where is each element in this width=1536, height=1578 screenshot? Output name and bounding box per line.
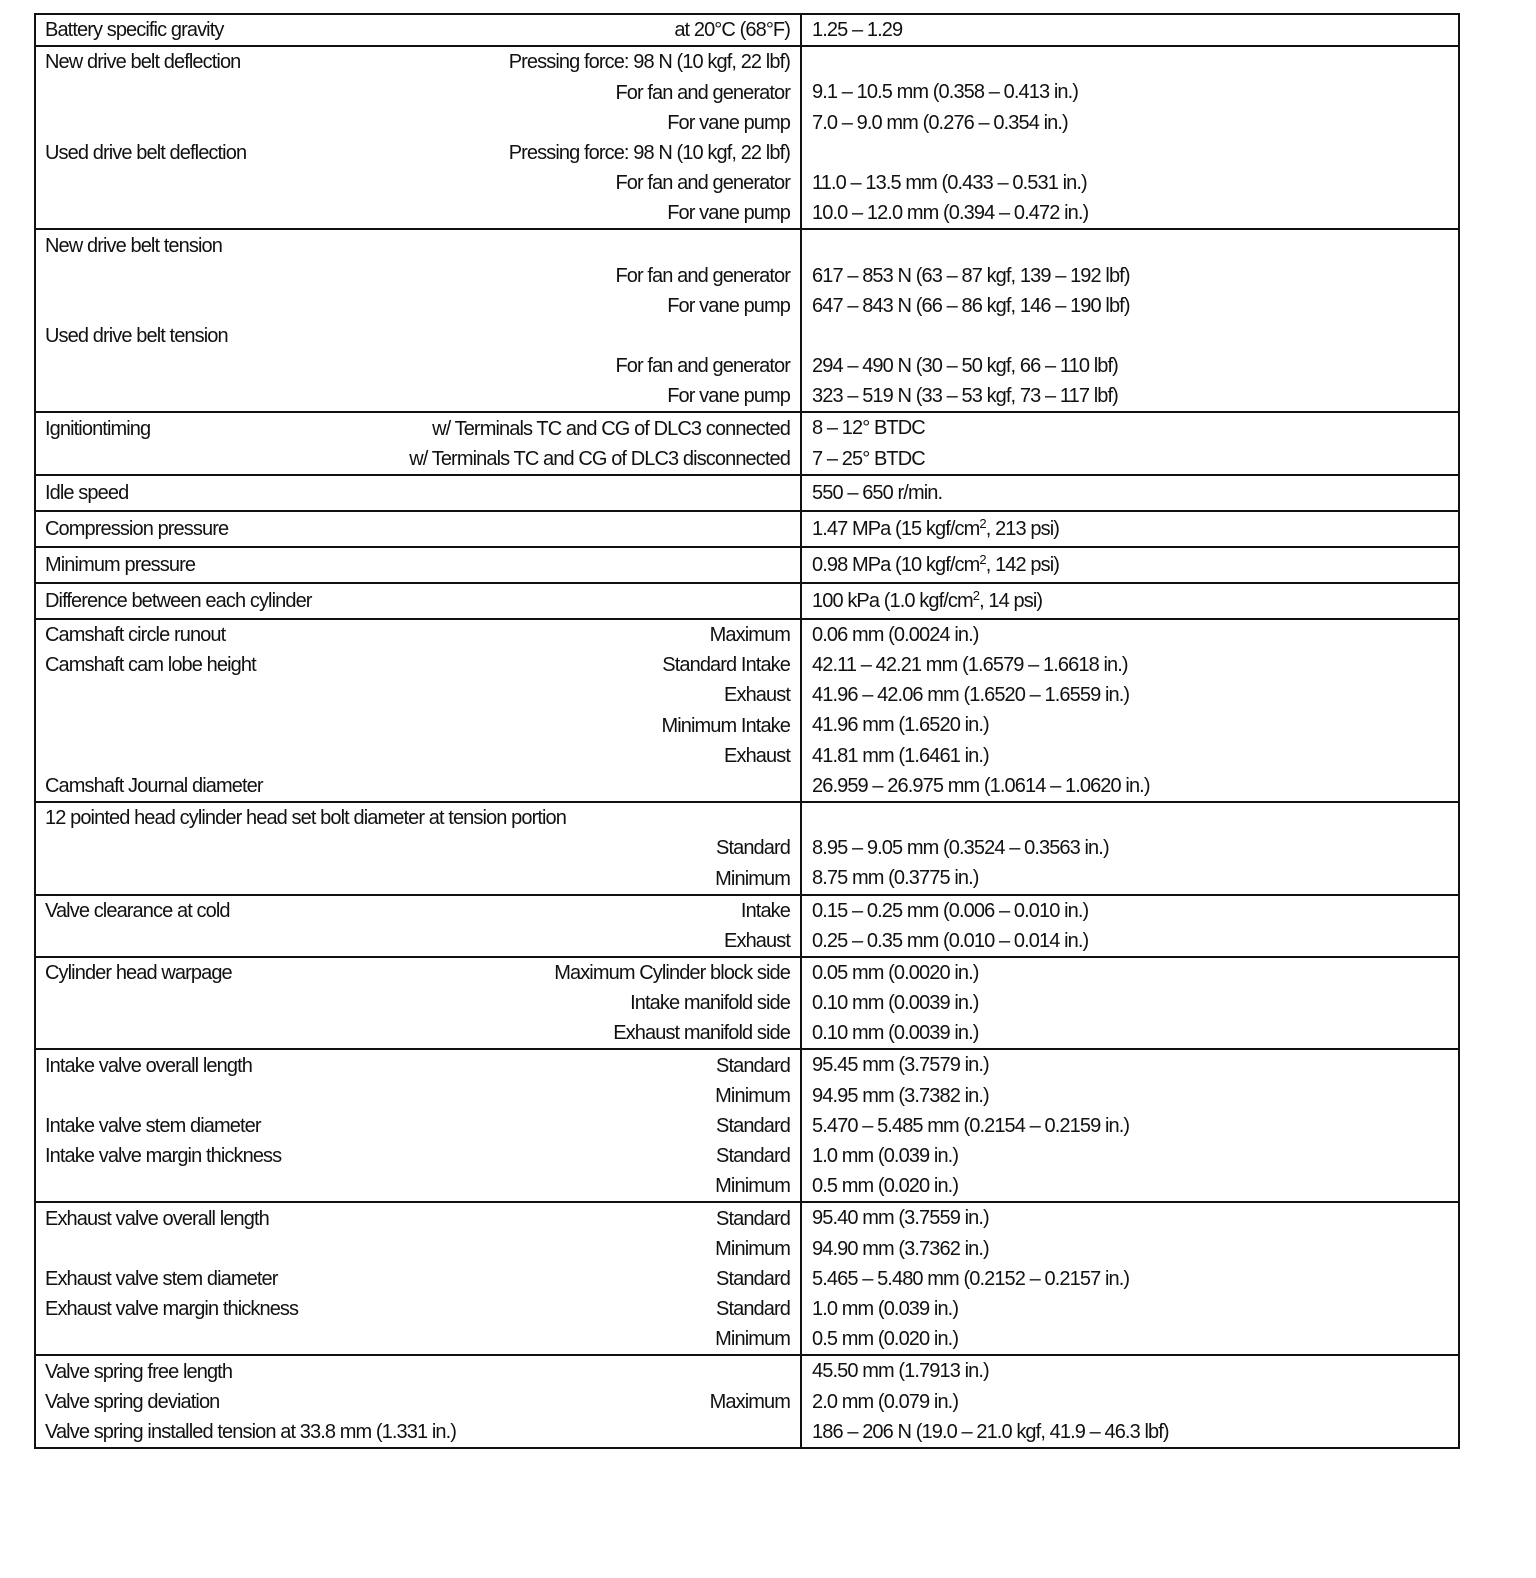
spec-value: 0.06 mm (0.0024 in.) <box>812 623 979 646</box>
spec-condition: Minimum <box>715 1328 790 1351</box>
spec-group <box>36 582 1458 618</box>
spec-label: New drive belt tension <box>45 234 222 257</box>
spec-label: Compression pressure <box>45 517 229 540</box>
spec-row <box>45 261 790 291</box>
spec-condition: For fan and generator <box>615 264 790 287</box>
spec-label: Ignitiontiming <box>45 417 151 440</box>
spec-value: 647 – 843 N (66 – 86 kgf, 146 – 190 lbf) <box>812 294 1130 317</box>
spec-row <box>45 1324 790 1354</box>
spec-value: 7.0 – 9.0 mm (0.276 – 0.354 in.) <box>812 111 1068 134</box>
spec-condition: Intake <box>740 899 790 922</box>
spec-label: Cylinder head warpage <box>45 962 232 985</box>
spec-row <box>45 351 790 381</box>
spec-label: Valve spring free length <box>45 1360 233 1383</box>
spec-label: Camshaft Journal diameter <box>45 774 263 797</box>
spec-condition: For fan and generator <box>615 172 790 195</box>
spec-condition: Intake manifold side <box>630 992 790 1015</box>
spec-value <box>812 321 1448 351</box>
spec-value: 100 kPa (1.0 kgf/$cm^2$, 14 psi) <box>812 587 1043 612</box>
spec-row <box>45 1171 790 1201</box>
spec-value: 0.15 – 0.25 mm (0.006 – 0.010 in.) <box>812 899 1089 922</box>
spec-row <box>45 1203 790 1233</box>
spec-value: 41.96 – 42.06 mm (1.6520 – 1.6559 in.) <box>812 684 1130 707</box>
spec-value: 1.0 mm (0.039 in.) <box>812 1297 959 1320</box>
spec-value-column <box>802 512 1458 546</box>
spec-item-column <box>36 896 802 956</box>
spec-row <box>45 1234 790 1264</box>
spec-row <box>45 710 790 740</box>
spec-group <box>36 546 1458 582</box>
spec-condition: w/ Terminals TC and CG of DLC3 disconnected <box>409 447 790 470</box>
spec-row <box>45 771 790 801</box>
spec-value-column <box>802 1050 1458 1201</box>
spec-value-column <box>802 1356 1458 1447</box>
spec-group <box>36 956 1458 1049</box>
spec-item-column <box>36 47 802 228</box>
spec-value-column <box>802 1203 1458 1354</box>
spec-label: Battery specific gravity <box>45 19 224 42</box>
spec-value-column <box>802 584 1458 618</box>
spec-condition: w/ Terminals TC and CG of DLC3 connected <box>432 417 790 440</box>
spec-label: Valve clearance at cold <box>45 899 230 922</box>
superscript-2: 2 <box>972 587 980 603</box>
spec-value: 7 – 25° BTDC <box>812 447 925 470</box>
spec-condition: Standard <box>716 1115 790 1137</box>
spec-row <box>45 650 790 680</box>
spec-condition: For vane pump <box>667 111 790 134</box>
spec-value: 9.1 – 10.5 mm (0.358 – 0.413 in.) <box>812 81 1079 104</box>
spec-label: Valve spring deviation <box>45 1390 220 1413</box>
spec-condition: Maximum <box>709 1390 790 1413</box>
spec-value-column <box>802 548 1458 582</box>
spec-label: Idle speed <box>45 481 129 504</box>
spec-group <box>36 510 1458 546</box>
spec-value-column <box>802 15 1458 45</box>
spec-label: Camshaft cam lobe height <box>45 654 256 677</box>
spec-condition: For vane pump <box>667 294 790 317</box>
spec-row <box>45 1018 790 1048</box>
spec-condition: Minimum <box>715 867 790 890</box>
spec-condition: Standard <box>716 837 790 860</box>
spec-group <box>36 15 1458 45</box>
spec-value: 0.5 mm (0.020 in.) <box>812 1328 959 1351</box>
spec-row <box>45 1356 790 1386</box>
spec-row <box>45 321 790 351</box>
spec-item-column <box>36 1356 802 1447</box>
spec-condition: For fan and generator <box>615 355 790 378</box>
spec-row <box>45 230 790 260</box>
spec-group <box>36 228 1458 411</box>
spec-row <box>45 47 790 77</box>
spec-row <box>45 108 790 138</box>
spec-row <box>45 1294 790 1324</box>
spec-item-column <box>36 584 802 618</box>
superscript-2: 2 <box>979 551 986 567</box>
spec-row <box>45 512 790 546</box>
spec-item-column <box>36 413 802 473</box>
spec-row <box>45 15 790 45</box>
spec-row <box>45 988 790 1018</box>
spec-value-column <box>802 413 1458 473</box>
spec-value: 617 – 853 N (63 – 87 kgf, 139 – 192 lbf) <box>812 264 1130 287</box>
spec-row <box>45 1050 790 1080</box>
spec-value-column <box>802 47 1458 228</box>
spec-row <box>45 863 790 893</box>
spec-table <box>34 13 1460 1449</box>
spec-row <box>45 291 790 321</box>
spec-value: 45.50 mm (1.7913 in.) <box>812 1360 989 1383</box>
spec-row <box>45 584 790 618</box>
spec-value: 94.95 mm (3.7382 in.) <box>812 1084 989 1107</box>
spec-value: 10.0 – 12.0 mm (0.394 – 0.472 in.) <box>812 202 1089 225</box>
spec-group <box>36 411 1458 473</box>
spec-label: New drive belt deflection <box>45 51 241 74</box>
spec-condition: Pressing force: 98 N (10 kgf, 22 lbf) <box>508 141 790 164</box>
spec-value: 8.75 mm (0.3775 in.) <box>812 867 979 890</box>
spec-item-column <box>36 230 802 411</box>
spec-group <box>36 894 1458 956</box>
spec-row <box>45 833 790 863</box>
spec-condition: Standard Intake <box>662 654 790 677</box>
spec-row <box>45 1387 790 1417</box>
spec-item-column <box>36 1050 802 1201</box>
spec-row <box>45 444 790 474</box>
spec-row <box>45 1081 790 1111</box>
spec-condition: Maximum Cylinder block side <box>554 962 790 985</box>
spec-value: 0.10 mm (0.0039 in.) <box>812 992 979 1015</box>
spec-condition: Standard <box>716 1207 790 1230</box>
spec-condition: Exhaust manifold side <box>613 1022 790 1045</box>
spec-value: 42.11 – 42.21 mm (1.6579 – 1.6618 in.) <box>812 654 1128 676</box>
spec-label: Exhaust valve stem diameter <box>45 1267 278 1290</box>
spec-item-column <box>36 1203 802 1354</box>
spec-value: 0.10 mm (0.0039 in.) <box>812 1022 979 1045</box>
spec-group <box>36 1354 1458 1447</box>
spec-value: 294 – 490 N (30 – 50 kgf, 66 – 110 lbf) <box>812 355 1118 378</box>
spec-condition: Minimum <box>715 1084 790 1107</box>
superscript-2: 2 <box>979 515 986 531</box>
spec-label: Exhaust valve margin thickness <box>45 1298 299 1321</box>
spec-label: Used drive belt deflection <box>45 141 247 164</box>
spec-value: 1.0 mm (0.039 in.) <box>812 1145 959 1167</box>
spec-value: 2.0 mm (0.079 in.) <box>812 1390 959 1413</box>
spec-row <box>45 620 790 650</box>
spec-condition: Standard <box>716 1267 790 1290</box>
spec-condition: Maximum <box>709 624 790 646</box>
spec-value-column <box>802 803 1458 894</box>
spec-value-column <box>802 476 1458 510</box>
spec-row <box>45 803 790 833</box>
spec-value <box>812 230 1448 260</box>
spec-label: 12 pointed head cylinder head set bolt diameter at tension portion <box>45 807 566 830</box>
spec-row <box>45 138 790 168</box>
spec-value: 186 – 206 N (19.0 – 21.0 kgf, 41.9 – 46.3 lbf) <box>812 1420 1169 1443</box>
spec-value <box>812 138 1448 168</box>
spec-group <box>36 1201 1458 1354</box>
spec-condition: For vane pump <box>667 385 790 408</box>
spec-label: Intake valve margin thickness <box>45 1145 282 1168</box>
spec-condition: For vane pump <box>667 202 790 225</box>
spec-condition: Exhaust <box>724 744 790 767</box>
spec-value-column <box>802 230 1458 411</box>
spec-condition: Exhaust <box>724 929 790 952</box>
spec-value-column <box>802 620 1458 801</box>
spec-condition: Pressing force: 98 N (10 kgf, 22 lbf) <box>508 51 790 74</box>
spec-value: 41.81 mm (1.6461 in.) <box>812 744 989 767</box>
spec-row <box>45 413 790 443</box>
spec-row <box>45 548 790 582</box>
spec-value: 5.470 – 5.485 mm (0.2154 – 0.2159 in.) <box>812 1114 1130 1137</box>
spec-value: 8 – 12° BTDC <box>812 417 925 440</box>
spec-condition: Exhaust <box>724 684 790 707</box>
spec-value: 26.959 – 26.975 mm (1.0614 – 1.0620 in.) <box>812 774 1150 797</box>
spec-value: 0.5 mm (0.020 in.) <box>812 1175 959 1198</box>
spec-group <box>36 474 1458 510</box>
spec-row <box>45 741 790 771</box>
spec-condition: Minimum <box>715 1175 790 1198</box>
spec-row <box>45 198 790 228</box>
spec-row <box>45 1141 790 1171</box>
spec-group <box>36 618 1458 801</box>
spec-label: Intake valve overall length <box>45 1054 252 1077</box>
spec-group <box>36 45 1458 228</box>
spec-value: 0.05 mm (0.0020 in.) <box>812 961 979 984</box>
spec-condition: at 20°C (68°F) <box>674 19 790 42</box>
spec-row <box>45 168 790 198</box>
spec-row <box>45 926 790 956</box>
spec-item-column <box>36 620 802 801</box>
spec-row <box>45 1417 790 1447</box>
spec-value: 550 – 650 r/min. <box>812 481 943 504</box>
spec-item-column <box>36 15 802 45</box>
spec-value: 323 – 519 N (33 – 53 kgf, 73 – 117 lbf) <box>812 385 1118 408</box>
spec-label: Camshaft circle runout <box>45 624 226 646</box>
spec-value: 0.25 – 0.35 mm (0.010 – 0.014 in.) <box>812 929 1089 952</box>
spec-item-column <box>36 512 802 546</box>
spec-condition: Standard <box>716 1145 790 1168</box>
spec-label: Used drive belt tension <box>45 325 228 348</box>
spec-value: 41.96 mm (1.6520 in.) <box>812 714 989 737</box>
spec-item-column <box>36 803 802 894</box>
spec-row <box>45 680 790 710</box>
spec-condition: Minimum <box>715 1237 790 1260</box>
spec-condition: For fan and generator <box>615 81 790 104</box>
spec-value: 94.90 mm (3.7362 in.) <box>812 1237 989 1260</box>
spec-row <box>45 1111 790 1141</box>
spec-label: Intake valve stem diameter <box>45 1115 261 1137</box>
spec-row <box>45 77 790 107</box>
spec-label: Minimum pressure <box>45 553 196 576</box>
spec-label: Difference between each cylinder <box>45 589 312 612</box>
spec-value-column <box>802 896 1458 956</box>
spec-value <box>812 47 1448 77</box>
spec-value: 95.40 mm (3.7559 in.) <box>812 1207 989 1230</box>
spec-value: 1.25 – 1.29 <box>812 19 903 41</box>
spec-row <box>45 1264 790 1294</box>
spec-condition: Standard <box>716 1298 790 1321</box>
spec-label: Valve spring installed tension at 33.8 mm (1.331 in.) <box>45 1420 457 1443</box>
spec-label: Exhaust valve overall length <box>45 1207 269 1230</box>
spec-group <box>36 1048 1458 1201</box>
spec-item-column <box>36 958 802 1049</box>
spec-value-column <box>802 958 1458 1049</box>
spec-value: 1.47 MPa (15 kgf/$cm^2$, 213 psi) <box>812 515 1060 540</box>
spec-condition: Standard <box>716 1054 790 1077</box>
spec-group <box>36 801 1458 894</box>
spec-item-column <box>36 548 802 582</box>
spec-item-column <box>36 476 802 510</box>
spec-value <box>812 803 1448 833</box>
spec-row <box>45 381 790 411</box>
spec-value: 8.95 – 9.05 mm (0.3524 – 0.3563 in.) <box>812 837 1109 860</box>
spec-value: 11.0 – 13.5 mm (0.433 – 0.531 in.) <box>812 171 1087 194</box>
spec-condition: Minimum Intake <box>661 714 790 737</box>
spec-row <box>45 476 790 510</box>
spec-value: 95.45 mm (3.7579 in.) <box>812 1054 989 1077</box>
spec-row <box>45 896 790 926</box>
spec-row <box>45 958 790 988</box>
spec-value: 0.98 MPa (10 kgf/$cm^2$, 142 psi) <box>812 551 1060 576</box>
spec-value: 5.465 – 5.480 mm (0.2152 – 0.2157 in.) <box>812 1267 1130 1290</box>
